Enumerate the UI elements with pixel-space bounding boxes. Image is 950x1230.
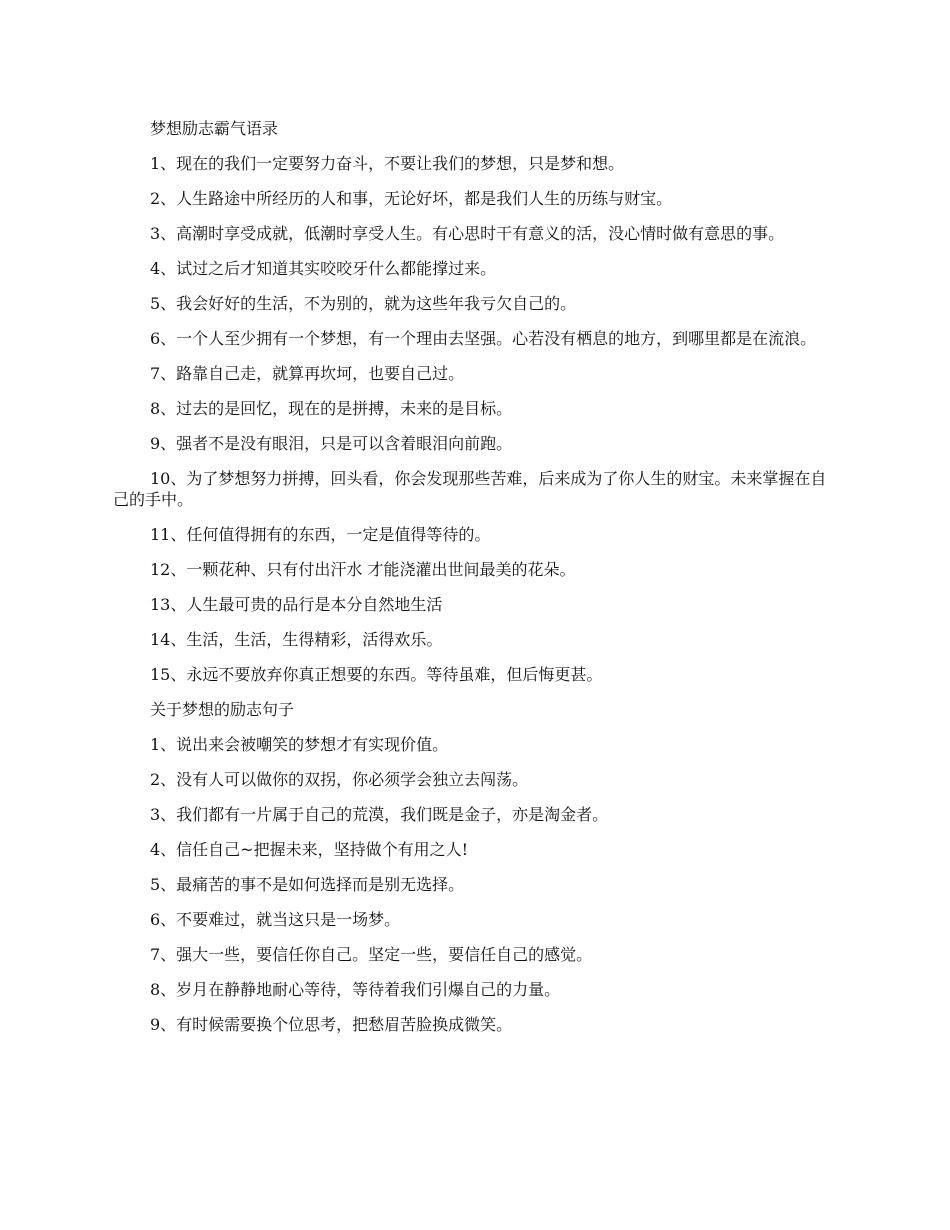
quote-paragraph: 7、强大一些，要信任你自己。坚定一些，要信任自己的感觉。 (150, 944, 593, 964)
quote-paragraph: 9、有时候需要换个位思考，把愁眉苦脸换成微笑。 (150, 1014, 513, 1034)
quote-paragraph: 4、试过之后才知道其实咬咬牙什么都能撑过来。 (150, 259, 497, 278)
quote-paragraph: 15、永远不要放弃你真正想要的东西。等待虽难，但后悔更甚。 (150, 664, 603, 684)
quote-paragraph: 3、高潮时享受成就，低潮时享受人生。有心思时干有意义的活，没心情时做有意思的事。 (150, 224, 785, 243)
quote-paragraph: 2、人生路途中所经历的人和事，无论好坏，都是我们人生的历练与财宝。 (150, 189, 673, 208)
quote-paragraph: 13、人生最可贵的品行是本分自然地生活 (150, 594, 443, 614)
section-title: 关于梦想的励志句子 (150, 699, 295, 719)
quote-paragraph: 2、没有人可以做你的双拐，你必须学会独立去闯荡。 (150, 769, 529, 789)
quote-paragraph: 3、我们都有一片属于自己的荒漠，我们既是金子，亦是淘金者。 (150, 804, 609, 824)
quote-paragraph: 8、岁月在静静地耐心等待，等待着我们引爆自己的力量。 (150, 979, 561, 999)
quote-paragraph: 6、不要难过，就当这只是一场梦。 (150, 909, 401, 929)
quote-paragraph: 4、信任自己~把握未来，坚持做个有用之人! (150, 839, 469, 859)
quote-paragraph: 1、说出来会被嘲笑的梦想才有实现价值。 (150, 734, 449, 754)
quote-paragraph: 5、最痛苦的事不是如何选择而是别无选择。 (150, 874, 465, 894)
quote-paragraph: 10、为了梦想努力拼搏，回头看，你会发现那些苦难，后来成为了你人生的财宝。未来掌握在自己的手中。 (113, 469, 827, 509)
quote-paragraph: 1、现在的我们一定要努力奋斗，不要让我们的梦想，只是梦和想。 (150, 154, 625, 173)
document-body (113, 119, 835, 1050)
quote-paragraph: 14、生活，生活，生得精彩，活得欢乐。 (150, 629, 443, 649)
quote-paragraph: 9、强者不是没有眼泪，只是可以含着眼泪向前跑。 (150, 434, 513, 453)
section-title: 梦想励志霸气语录 (150, 119, 279, 138)
quote-paragraph: 6、一个人至少拥有一个梦想，有一个理由去坚强。心若没有栖息的地方，到哪里都是在流浪。 (150, 329, 817, 348)
quote-paragraph: 8、过去的是回忆，现在的是拼搏，未来的是目标。 (150, 399, 513, 418)
quote-paragraph: 7、路靠自己走，就算再坎坷，也要自己过。 (150, 364, 465, 383)
quote-paragraph: 5、我会好好的生活，不为别的，就为这些年我亏欠自己的。 (150, 294, 577, 313)
quote-paragraph: 12、一颗花种、只有付出汗水 才能浇灌出世间最美的花朵。 (150, 559, 576, 579)
quote-paragraph: 11、任何值得拥有的东西，一定是值得等待的。 (150, 524, 491, 544)
